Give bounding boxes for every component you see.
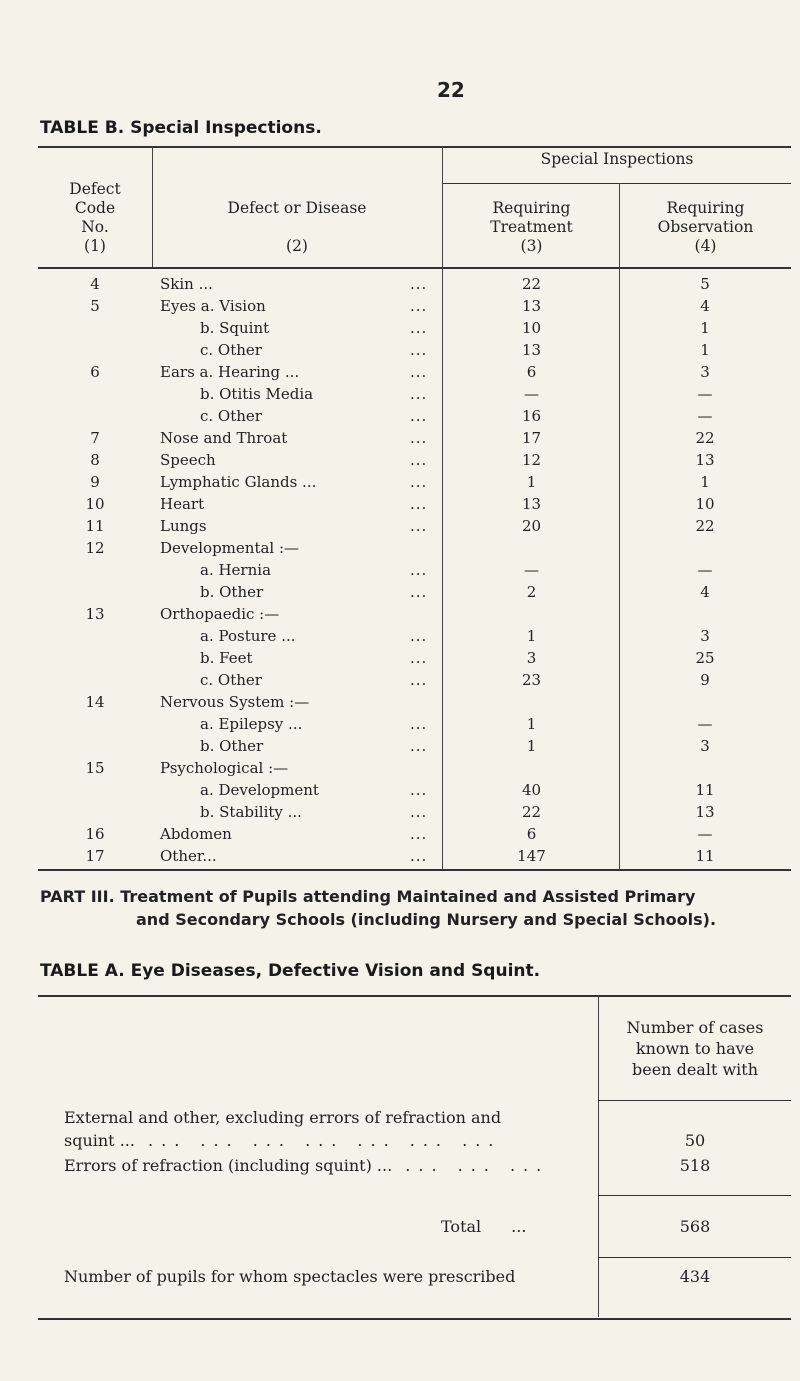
leader-dots: ... [410, 473, 428, 491]
table-a-header-rule [598, 1100, 791, 1101]
defect-label: b. Squint [200, 319, 270, 337]
defect-label: b. Other [200, 583, 264, 601]
requiring-observation: — [697, 715, 713, 733]
requiring-observation: 22 [695, 517, 715, 535]
leader-dots: ... [410, 583, 428, 601]
requiring-observation: 10 [695, 495, 715, 513]
defect-code: 11 [85, 517, 105, 535]
leader-dots: ... [410, 363, 428, 381]
defect-label: Orthopaedic :— [160, 605, 280, 623]
defect-code: 12 [85, 539, 105, 557]
requiring-observation: 4 [700, 297, 710, 315]
header-col2: Defect or Disease (2) [227, 199, 367, 255]
leader-dots: ... [410, 715, 428, 733]
defect-code: 8 [90, 451, 100, 469]
requiring-treatment: 1 [526, 473, 537, 491]
requiring-treatment: 22 [521, 803, 542, 821]
defect-code: 7 [90, 429, 100, 447]
defect-code: 5 [90, 297, 100, 315]
requiring-treatment: 23 [521, 671, 542, 689]
requiring-treatment: 13 [521, 495, 542, 513]
requiring-treatment: 13 [521, 297, 542, 315]
requiring-observation: 25 [695, 649, 715, 667]
table-a-title: TABLE A. Eye Diseases, Defective Vision and Squint. [40, 961, 541, 981]
table-b-title: TABLE B. Special Inspections. [40, 118, 322, 138]
leader-dots: ... [410, 517, 428, 535]
header-special-inspections: Special Inspections [540, 150, 694, 168]
defect-label: b. Otitis Media [200, 385, 314, 403]
table-a-top-rule [38, 995, 791, 997]
requiring-treatment: 1 [526, 737, 537, 755]
requiring-observation: 1 [700, 341, 710, 359]
leader-dots: ... [410, 649, 428, 667]
defect-label: Other... [160, 847, 217, 865]
part-three-heading: PART III. Treatment of Pupils attending Maintained and Assisted Primary and Secondary Schools (including Nursery and Special Schools). [40, 887, 717, 929]
defect-label: Nose and Throat [160, 429, 288, 447]
requiring-treatment: 147 [517, 847, 546, 865]
header-col4: Requiring Observation (4) [657, 199, 754, 255]
requiring-observation: 11 [695, 847, 715, 865]
defect-code: 13 [85, 605, 105, 623]
defect-label: a. Development [200, 781, 319, 799]
requiring-observation: — [697, 825, 713, 843]
requiring-treatment: 2 [526, 583, 537, 601]
requiring-observation: 5 [700, 275, 710, 293]
requiring-observation: 1 [700, 473, 710, 491]
defect-code: 10 [85, 495, 105, 513]
requiring-observation: 3 [700, 363, 710, 381]
leader-dots: ... [410, 627, 428, 645]
leader-dots: ... [410, 275, 428, 293]
leader-dots: ... [410, 429, 428, 447]
requiring-treatment: 10 [521, 319, 542, 337]
defect-label: Developmental :— [160, 539, 300, 557]
defect-label: c. Other [200, 407, 262, 425]
requiring-treatment: 20 [521, 517, 542, 535]
requiring-treatment: 22 [521, 275, 542, 293]
defect-label: a. Posture ... [200, 627, 296, 645]
requiring-treatment: 40 [521, 781, 542, 799]
requiring-observation: — [697, 385, 713, 403]
table-a-bottom-rule [38, 1318, 791, 1320]
leader-dots: ... [410, 451, 428, 469]
leader-dots: ... [410, 341, 428, 359]
table-b-top-rule [38, 146, 791, 148]
requiring-treatment: 1 [526, 715, 537, 733]
defect-label: Lymphatic Glands ... [160, 473, 317, 491]
defect-label: b. Other [200, 737, 264, 755]
defect-label: Ears a. Hearing ... [160, 363, 300, 381]
table-a-total-rule [598, 1195, 791, 1196]
leader-dots: ... [410, 561, 428, 579]
requiring-observation: 3 [700, 627, 710, 645]
table-b-bottom-rule [38, 869, 791, 871]
defect-label: b. Feet [200, 649, 253, 667]
leader-dots: ... [410, 803, 428, 821]
table-a-col-header: Number of cases known to have been dealt with [626, 1018, 764, 1079]
leader-dots: ... [410, 825, 428, 843]
defect-label: Abdomen [160, 825, 232, 843]
defect-label: b. Stability ... [200, 803, 302, 821]
requiring-treatment: 12 [521, 451, 542, 469]
defect-label: c. Other [200, 671, 262, 689]
leader-dots: ... [410, 297, 428, 315]
requiring-observation: 13 [695, 803, 715, 821]
defect-label: Psychological :— [160, 759, 289, 777]
defect-label: Heart [160, 495, 205, 513]
requiring-treatment: 13 [521, 341, 542, 359]
defect-code: 14 [85, 693, 105, 711]
defect-label: a. Hernia [200, 561, 272, 579]
header-col3: Requiring Treatment (3) [490, 199, 573, 255]
defect-label: Lungs [160, 517, 207, 535]
defect-label: a. Epilepsy ... [200, 715, 303, 733]
defect-code: 4 [90, 275, 100, 293]
requiring-treatment: 17 [521, 429, 542, 447]
requiring-observation: 1 [700, 319, 710, 337]
defect-code: 17 [85, 847, 105, 865]
requiring-observation: 22 [695, 429, 715, 447]
table-b-header-rule [38, 267, 791, 269]
requiring-observation: 11 [695, 781, 715, 799]
leader-dots: ... [410, 737, 428, 755]
requiring-observation: — [697, 561, 713, 579]
defect-code: 9 [90, 473, 100, 491]
requiring-observation: 3 [700, 737, 710, 755]
leader-dots: ... [410, 781, 428, 799]
requiring-treatment: — [524, 561, 539, 579]
requiring-observation: 9 [700, 671, 710, 689]
leader-dots: ... [410, 385, 428, 403]
leader-dots: ... [410, 495, 428, 513]
requiring-treatment: 6 [526, 825, 537, 843]
defect-label: Nervous System :— [160, 693, 310, 711]
defect-label: c. Other [200, 341, 262, 359]
requiring-observation: 13 [695, 451, 715, 469]
leader-dots: ... [410, 671, 428, 689]
requiring-treatment: 16 [521, 407, 542, 425]
requiring-treatment: 1 [526, 627, 537, 645]
leader-dots: ... [410, 407, 428, 425]
defect-label: Skin ... [160, 275, 213, 293]
leader-dots: ... [410, 319, 428, 337]
defect-label: Eyes a. Vision [160, 297, 266, 315]
defect-code: 15 [85, 759, 105, 777]
header-col1: Defect Code No. (1) [69, 180, 121, 255]
requiring-treatment: 6 [526, 363, 537, 381]
leader-dots: ... [410, 847, 428, 865]
requiring-treatment: — [524, 385, 539, 403]
requiring-observation: — [697, 407, 713, 425]
requiring-treatment: 3 [526, 649, 537, 667]
requiring-observation: 4 [700, 583, 710, 601]
table-a-total-rule-2 [598, 1257, 791, 1258]
page-number: 22 [437, 78, 465, 102]
special-header-rule [443, 183, 791, 184]
defect-label: Speech [160, 451, 216, 469]
defect-code: 6 [90, 363, 100, 381]
defect-code: 16 [85, 825, 105, 843]
